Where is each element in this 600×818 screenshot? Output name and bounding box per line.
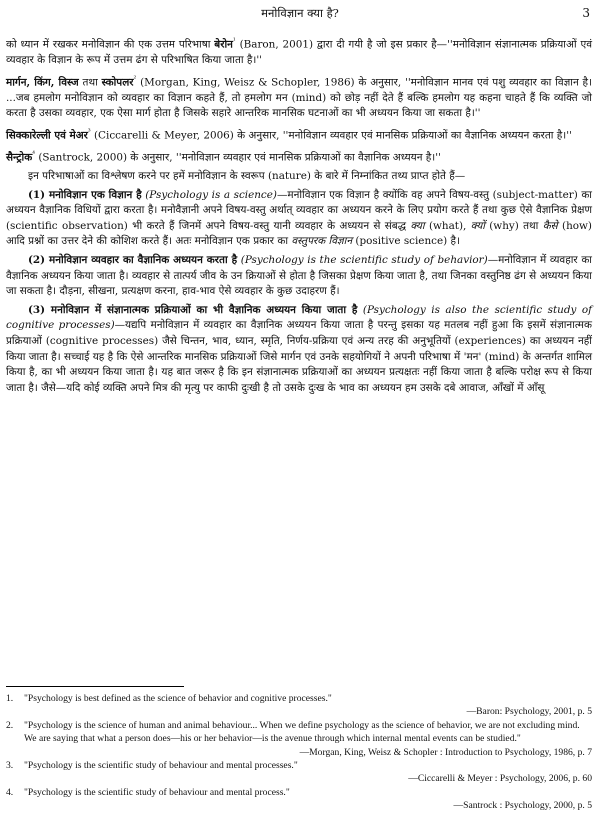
italic-text: वस्तुपरक विज्ञान (291, 235, 353, 248)
bold-text: सैन्ट्रोक (6, 151, 33, 164)
footnote (6, 759, 592, 786)
footnote-quote: "Psychology is the scientific study of behaviour and mental processes." (24, 760, 298, 772)
italic-text: क्यों (470, 219, 485, 232)
footnote-number: 2. (6, 719, 14, 731)
text-span: (Ciccarelli & Meyer, 2006) के अनुसार, ''मनोविज्ञान व्यवहार एवं मानसिक प्रक्रियाओं का वैज्ञानिक अध्ययन करता है।'' (90, 129, 572, 142)
footnote-number: 1. (6, 693, 14, 704)
footnote-body (24, 692, 592, 719)
bold-text: (1) मनोविज्ञान एक विज्ञान है (28, 188, 142, 201)
paragraph (6, 72, 592, 122)
text-span: (Santrock, 2000) के अनुसार, ''मनोविज्ञान व्यवहार एवं मानसिक प्रक्रियाओं का वैज्ञानिक अध्ययन है।'' (35, 151, 441, 164)
bold-text: स्कोपलर (101, 76, 134, 89)
italic-text: कैसे (542, 219, 558, 232)
footnote-ref: ³ (87, 127, 91, 136)
footnote-number: 4. (6, 786, 14, 798)
italic-text: (Psychology is also the scientific study of cognitive processes) (6, 303, 592, 332)
footnote-divider (6, 686, 184, 687)
bold-text: (3) मनोविज्ञान में संज्ञानात्मक प्रक्रियाओं का भी वैज्ञानिक अध्ययन किया जाता है (28, 303, 358, 316)
body-text (6, 34, 592, 399)
footnote-quote: "Psychology is the science of human and animal behaviour... When we define psychology as the science of behavior, we are not excluding mind. We are saying that what a person does—his or her behavior—is the avenue through which internal mental events can be studied." (24, 719, 580, 745)
text-span: (what), (424, 219, 471, 232)
footnote-ref: ² (133, 74, 137, 83)
bold-text: बेरोन (214, 38, 233, 51)
running-title: मनोविज्ञान क्या है? (261, 6, 339, 20)
footnote-ref: ⁴ (32, 149, 36, 158)
text-span: —मनोविज्ञान में व्यवहार का वैज्ञानिक अध्ययन किया जाता है। व्यवहार से तात्पर्य जीव के उन क्रियाओं से होता है जिसका प्रेक्षण किया जाता है, तथा जिनका वस्तुनिष्ठ ढंग से अध्ययन किया जा सकता है। दौड़ना, सीखना, प्रत्यक्षण करना, हाव-भाव ऐसे व्यवहार के कुछ उदाहरण हैं। (6, 254, 592, 298)
footnote-source: —Morgan, King, Weisz & Schopler : Introduction to Psychology, 1986, p. 7 (299, 746, 592, 758)
text-span: को ध्यान में रखकर मनोविज्ञान की एक उत्तम परिभाषा (6, 38, 215, 51)
footnote-ref: ¹ (232, 37, 236, 45)
paragraph (6, 303, 592, 397)
footnote-quote: "Psychology is the scientific study of behaviour and mental process." (24, 786, 290, 798)
text-span: इन परिभाषाओं का विश्लेषण करने पर हमें मनोविज्ञान के स्वरूप (nature) के बारे में निम्नांकित तथ्य प्राप्त होते हैं— (28, 170, 466, 183)
text-span: (how) आदि प्रश्नों का उत्तर देने की कोशिश करते हैं। अतः मनोविज्ञान एक प्रकार का (6, 219, 592, 248)
text-span: (Baron, 2001) द्वारा दी गयी है जो इस प्रकार है—''मनोविज्ञान संज्ञानात्मक प्रक्रियाओं एवं व्यवहार के विज्ञान के रूप में उत्तम ढंग से परिभाषित किया जाता है।'' (6, 38, 592, 67)
paragraph (6, 34, 592, 69)
footnote-source: —Santrock : Psychology, 2000, p. 5 (453, 800, 592, 812)
footnote-body (24, 786, 592, 813)
text-span: (positive science) है। (352, 235, 460, 248)
footnote-number: 3. (6, 760, 14, 772)
footnote (6, 719, 592, 759)
text-span: —यद्यपि मनोविज्ञान में व्यवहार का वैज्ञानिक अध्ययन किया जाता है परन्तु इसका यह मतलब नहीं हुआ कि इसमें संज्ञानात्मक प्रक्रियाओं (cognitive processes) जैसे चिन्तन, भाव, ध्यान, स्मृति, निर्णय-प्रक्रिया एवं अन्य तरह की अनुभूतियों (experiences) का अध्ययन नहीं किया जाता है। सच्चाई यह है कि ऐसे आन्तरिक मानसिक प्रक्रियाओं जिसे मार्गन एवं उनके सहयोगियों ने अपनी परिभाषा में 'मन' (mind) के अन्तर्गत शामिल किया है, का भी अध्ययन किया जाता है। यह बात जरूर है कि इन संज्ञानात्मक प्रक्रियाओं का अध्ययन प्रत्यक्षतः नहीं किया जाता है बल्कि परोक्ष रूप से किया जाता है। जैसे—यदि कोई व्यक्ति अपने मित्र की मृत्यु पर काफी दुःखी है तो उसके दुःख के भाव का अध्ययन हम उसके दबे आवाज, आँखों में आँसू (6, 319, 592, 394)
text-span: (Morgan, King, Weisz & Schopler, 1986) के अनुसार, ''मनोविज्ञान मानव एवं पशु व्यवहार का विज्ञान है। ...जब हमलोग मनोविज्ञान को व्यवहार का विज्ञान कहते हैं, तो हमलोग मन (mind) को छोड़ नहीं देते हैं बल्कि हमलोग यह कहना चाहते हैं कि व्यक्ति जो करता है उसका व्यवहार, एक ऐसा मार्ग होता है जिसके सहारे आन्तरिक मानसिक घटनाओं का भी अध्ययन किया जा सकता है।'' (6, 76, 592, 120)
page-number: 3 (582, 6, 590, 20)
text-span: —मनोविज्ञान एक विज्ञान है क्योंकि वह अपने विषय-वस्तु (subject-matter) का अध्ययन वैज्ञानिक विधियों द्वारा करता है। मनोवैज्ञानी अपने विषय-वस्तु अर्थात् व्यवहार का अध्ययन करने के लिए प्रयोग करते हैं तथा कुछ ऐसे वैज्ञानिक प्रेक्षण (scientific observation) भी करते हैं जिनमें अपने विषय-वस्तु यानी व्यवहार के अध्ययन से संबद्ध (6, 188, 592, 232)
text-span: (why) तथा (484, 219, 543, 232)
footnote-source: —Ciccarelli & Meyer : Psychology, 2006, p. 60 (408, 773, 592, 785)
footnote-quote: "Psychology is best defined as the science of behavior and cognitive processes." (24, 693, 332, 704)
footnote-body (24, 719, 592, 759)
footnotes (6, 692, 592, 813)
page-header (0, 6, 600, 24)
footnote (6, 786, 592, 813)
footnote (6, 692, 592, 719)
paragraph (6, 253, 592, 300)
paragraph (6, 188, 592, 250)
paragraph (6, 125, 592, 144)
bold-text: सिक्कारेल्ली एवं मेअर (6, 129, 88, 142)
text-span: तथा (78, 76, 102, 89)
bold-text: मार्गन, किंग, विस्ज (6, 76, 79, 89)
paragraph (6, 169, 592, 185)
italic-text: क्या (410, 219, 425, 232)
paragraph (6, 147, 592, 166)
italic-text: (Psychology is the scientific study of behavior) (237, 254, 488, 266)
footnote-body (24, 759, 592, 786)
bold-text: (2) मनोविज्ञान व्यवहार का वैज्ञानिक अध्ययन करता है (28, 254, 238, 266)
italic-text: (Psychology is a science) (141, 188, 277, 201)
footnote-source: —Baron: Psychology, 2001, p. 5 (466, 706, 592, 718)
